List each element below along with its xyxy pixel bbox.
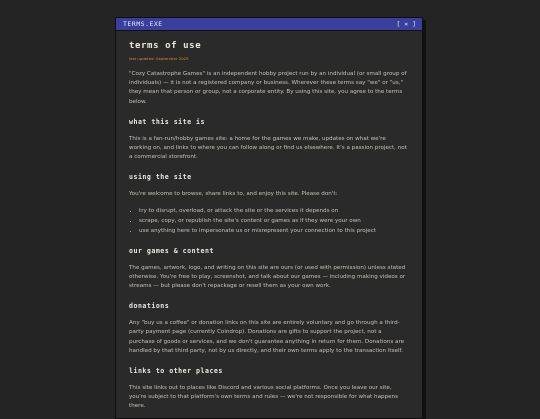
section-text-what-this-site-is: This is a fan-run/hobby games site: a home for the games we make, updates on what we're working on, and links to where you can follow along or find us elsewhere. It's a passion project, not a commercial storefront. xyxy=(129,135,407,161)
section-text-links: This site links out to places like Discord and various social platforms. Once you leave our site, you're subject to that platform's own terms and rules — we're not responsible for what happens there. xyxy=(129,385,398,410)
list-item: • use anything here to impersonate us or misrepresent your connection to this project xyxy=(139,226,409,236)
list-item: • scrape, copy, or republish the site's content or games as if they were your own xyxy=(139,216,409,226)
section-heading-what-this-site-is: what this site is xyxy=(129,117,205,126)
section-heading-donations: donations xyxy=(129,302,170,311)
window-title: TERMS.EXE xyxy=(123,20,163,28)
section-heading-links: links to other places xyxy=(129,367,223,376)
section-text-donations: Any "buy us a coffee" or donation links on this site are entirely voluntary and go through a third-party payment page (currently Coindrop). Donations are gifts to support the project, not a purchase of goods or services, and we don't guarantee anything in return for them. Donations are handled by that third party, not by us directly, and their own terms apply to the transaction itself. xyxy=(129,320,405,354)
page-title: terms of use xyxy=(129,41,202,51)
section-text-our-games: The games, artwork, logo, and writing on this site are ours (or used with permission) unless stated otherwise. You're free to play, screenshot, and talk about our games — including making videos or streams — but please don't repackage or resell them as your own work. xyxy=(129,264,406,290)
rules-list xyxy=(129,206,409,236)
section-heading-using-the-site: using the site xyxy=(129,173,192,182)
intro-paragraph: "Cozy Catastrophe Games" is an independent hobby project run by an individual (or small group of individuals) — it is not a registered company or business. Wherever these terms say "we" or "us," they mean that person or group, not a corporate entity. By using this site, you agree to the terms below. xyxy=(129,71,407,105)
section-text-using-the-site: You're welcome to browse, share links to, and enjoy this site. Please don't: xyxy=(129,191,338,198)
close-button[interactable]: [ × ] xyxy=(396,20,416,28)
window-titlebar[interactable] xyxy=(116,18,422,31)
section-heading-our-games: our games & content xyxy=(129,246,214,255)
terms-window xyxy=(115,17,423,419)
last-updated: last updated: September 2025 xyxy=(129,56,189,61)
list-item: • try to disrupt, overload, or attack the site or the services it depends on xyxy=(139,206,409,216)
document-content xyxy=(116,31,422,412)
